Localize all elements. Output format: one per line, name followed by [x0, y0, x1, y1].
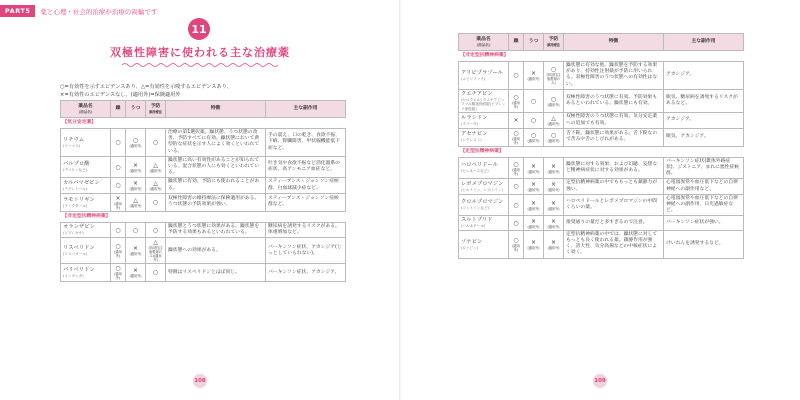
efficacy-note: (適用外)	[129, 168, 142, 173]
efficacy-mark: ○	[513, 201, 519, 209]
efficacy-mark: ○	[513, 129, 519, 137]
table-row	[61, 129, 346, 157]
table-section-row	[459, 146, 744, 157]
drug-cell	[459, 157, 509, 179]
side-effects-cell: 糖尿病を誘発するリスクがある。体重増加など。	[266, 222, 346, 237]
drug-name: レボメプロマジン	[461, 180, 504, 187]
drug-cell	[61, 264, 111, 282]
drug-brand: (エビリファイ)	[461, 76, 486, 81]
col-side-effects: 主な副作用	[266, 101, 346, 118]
drug-cell	[61, 178, 111, 193]
efficacy-note: (適用外)	[129, 143, 142, 148]
efficacy-mark: ×	[550, 181, 557, 189]
mania-cell	[111, 264, 126, 282]
table-section-row	[459, 51, 744, 62]
col-side-effects: 主な副作用	[664, 34, 744, 51]
efficacy-mark: ×	[530, 181, 537, 189]
features-cell: 躁状態への効果がある。	[166, 238, 266, 264]
table-row	[61, 193, 346, 211]
efficacy-mark: ×	[115, 194, 121, 202]
efficacy-note: (適用外)	[512, 100, 520, 109]
drug-table-right	[458, 33, 744, 259]
depression-cell	[126, 222, 146, 237]
drug-name: クエチアピン	[461, 90, 493, 97]
drug-cell	[61, 156, 111, 178]
mania-cell	[509, 157, 524, 179]
efficacy-mark: ○	[530, 97, 537, 105]
side-effects-cell: スティーブンス・ジョンソン症候群、白血球減少症など。	[266, 178, 346, 193]
depression-cell	[524, 179, 544, 194]
drug-table-left	[60, 100, 346, 282]
prevention-cell	[544, 230, 564, 258]
prevention-cell	[146, 156, 166, 178]
efficacy-mark: ○	[132, 136, 139, 144]
drug-name: スルトプリド	[461, 217, 493, 224]
efficacy-mark: ○	[152, 138, 159, 146]
features-cell: 特徴はリスペリドンとほぼ同じ。	[166, 264, 266, 282]
depression-cell	[524, 89, 544, 113]
efficacy-mark: ×	[550, 199, 557, 207]
efficacy-note: (適用外)	[547, 245, 560, 250]
prevention-cell	[544, 62, 564, 90]
col-features: 特徴	[564, 34, 664, 51]
prevention-cell	[146, 129, 166, 157]
table-section-row	[61, 118, 346, 129]
mania-cell	[509, 89, 524, 113]
section-label: 【気分安定薬】	[61, 118, 346, 129]
side-effects-cell: 心電図異常や血圧低下などの自律神経への副作用、日光過敏症など。	[664, 194, 744, 216]
col-mania: 躁	[111, 101, 126, 118]
col-prevention: 予防 維持療法	[146, 101, 166, 118]
efficacy-note: (適用外)	[547, 102, 560, 107]
right-page	[400, 0, 800, 400]
efficacy-note: (適用外)	[129, 203, 142, 208]
efficacy-note: (適用外)	[512, 167, 520, 176]
efficacy-mark: △	[133, 196, 138, 204]
drug-brand: (セロクエル) クエチアピンフマル酸塩徐放錠(ビプレッソ徐放錠)	[461, 97, 506, 111]
section-label: 【非定型抗精神病薬】	[61, 211, 346, 222]
drug-cell	[459, 194, 509, 216]
page-number-left: 108	[193, 374, 207, 388]
depression-cell	[524, 216, 544, 231]
efficacy-mark: ○	[115, 265, 121, 273]
depression-cell	[126, 129, 146, 157]
depression-cell	[524, 157, 544, 179]
efficacy-note: (適用外)	[129, 252, 142, 257]
efficacy-mark: ○	[513, 93, 519, 101]
drug-brand: (テグレトール)	[63, 186, 88, 191]
efficacy-mark: ×	[132, 161, 139, 169]
drug-cell	[61, 193, 111, 211]
features-cell: 躁状態に有効。予防にも使われることがある。	[166, 178, 266, 193]
drug-cell	[459, 179, 509, 194]
drug-brand: (コントミンなど)	[461, 206, 489, 211]
part-tag: PART5	[0, 5, 35, 17]
drug-name: バルプロ酸	[63, 161, 90, 168]
efficacy-mark: ×	[550, 217, 557, 225]
efficacy-note: (持効性注射製剤のみ)(適用外)	[148, 246, 163, 263]
efficacy-mark: △	[551, 115, 556, 123]
features-cell: 定型抗精神病薬の中でももっとも鎮静力が強い。	[564, 179, 664, 194]
drug-brand: (デパケンなど)	[63, 168, 87, 173]
efficacy-mark: ×	[132, 267, 139, 275]
efficacy-mark: ○	[550, 95, 557, 103]
efficacy-mark: ×	[132, 245, 139, 253]
section-title: 双極性障害に使われる主な治療薬	[110, 46, 290, 59]
prevention-cell	[146, 222, 166, 237]
features-cell: 双極性障害のうつ状態に有効。予防効果もあるといわれている。躁状態にも有効。	[564, 89, 664, 113]
drug-brand: (インヴェガ)	[63, 273, 84, 278]
col-depression: うつ	[126, 101, 146, 118]
drug-name: ゾテピン	[461, 238, 483, 245]
side-effects-cell: 眠気、アカシジア。	[664, 128, 744, 146]
mania-cell	[111, 238, 126, 264]
mania-cell	[111, 222, 126, 237]
table-row	[459, 230, 744, 258]
side-effects-cell: 眠気、糖尿病を誘発するリスクがあるなど。	[664, 89, 744, 113]
drug-cell	[459, 113, 509, 128]
efficacy-note: (適用外)	[547, 224, 560, 229]
features-cell: 舌下錠。躁状態に効果がある。舌下錠なので苦みや舌のしびれがある。	[564, 128, 664, 146]
features-cell: 治療の第1選択薬。躁状態、うつ状態の改善、予防すべてに有効。躁状態において典型的な症状を示す人によく効くといわれている。	[166, 129, 266, 157]
side-effects-cell: 手の震え、口の乾き、食欲不振、下痢、腎臓障害、甲状腺機能低下症など。	[266, 129, 346, 157]
efficacy-mark: ○	[115, 182, 121, 190]
features-cell: 定型抗精神病薬の中では、躁状態に対してもっとも良く使われる薬。鎮静作用が強く、誇大性、気分高揚などの中核症状によく効く。	[564, 230, 664, 258]
drug-name: アリピプラゾール	[461, 69, 504, 76]
drug-name: ルラシドン	[461, 114, 488, 121]
col-features: 特徴	[166, 101, 266, 118]
drug-brand: (セレネースなど)	[461, 169, 489, 174]
table-section-row	[61, 211, 346, 222]
col-mania: 躁	[509, 34, 524, 51]
features-cell: 双極性障害の維持療法に保険適用がある。うつ状態の予防効果が強い。	[166, 193, 266, 211]
efficacy-mark: ○	[513, 183, 519, 191]
efficacy-mark: △	[153, 161, 158, 169]
mania-cell	[509, 62, 524, 90]
efficacy-note: (適用外)	[527, 206, 540, 211]
prevention-cell	[544, 89, 564, 113]
efficacy-note: (適用外)	[149, 168, 162, 173]
page-number-right: 109	[593, 374, 607, 388]
features-cell: 躁状態に高い有効性があることが知られている。混合状態の人にも効くといわれている。	[166, 156, 266, 178]
depression-cell	[524, 113, 544, 128]
efficacy-mark: ○	[550, 131, 557, 139]
efficacy-note: (適用外)	[527, 138, 540, 143]
drug-cell	[459, 89, 509, 113]
efficacy-note: (適用外)	[547, 138, 560, 143]
efficacy-mark: ×	[530, 199, 537, 207]
features-cell: 推奨通りの量だと多すぎるので注意。	[564, 216, 664, 231]
squiggle-underline-icon	[122, 62, 278, 68]
drug-brand: (リーマス)	[63, 143, 81, 148]
table-header-row	[61, 101, 346, 118]
efficacy-mark: ×	[530, 238, 537, 246]
col-depression: うつ	[524, 34, 544, 51]
depression-cell	[524, 194, 544, 216]
drug-brand: (ジプレキサ)	[63, 231, 84, 236]
drug-brand: (ラツーダ)	[461, 121, 479, 126]
drug-brand: (ロドピン)	[461, 245, 479, 250]
section-label: 【定型抗精神病薬】	[459, 146, 744, 157]
drug-brand: (シクレスト)	[461, 138, 482, 143]
efficacy-mark: ○	[115, 226, 121, 234]
efficacy-note: (適用外)	[527, 169, 540, 174]
drug-cell	[61, 222, 111, 237]
depression-cell	[126, 156, 146, 178]
efficacy-note: (適用外)	[149, 187, 162, 192]
mania-cell	[509, 230, 524, 258]
efficacy-note: (適用外)	[547, 169, 560, 174]
mania-cell	[509, 179, 524, 194]
efficacy-mark: ○	[530, 117, 537, 125]
efficacy-mark: △	[153, 239, 158, 247]
prevention-cell	[544, 128, 564, 146]
drug-cell	[61, 238, 111, 264]
mania-cell	[111, 129, 126, 157]
legend-line: ×=有効性のエビデンスなし、(適用外)=保険適用外	[60, 92, 181, 98]
table-row	[459, 62, 744, 90]
efficacy-mark: ○	[115, 138, 121, 146]
efficacy-note: (適用外)	[512, 243, 520, 252]
side-effects-cell: 心電図異常や血圧低下などの自律神経への副作用など。	[664, 179, 744, 194]
efficacy-mark: ×	[550, 238, 557, 246]
depression-cell	[126, 178, 146, 193]
depression-cell	[524, 230, 544, 258]
prevention-cell	[146, 178, 166, 193]
legend-line: ○=有効性を示すエビデンスあり、△=有効性を示唆するエビデンスあり、	[60, 84, 233, 90]
table-row	[61, 156, 346, 178]
efficacy-mark: ○	[132, 226, 139, 234]
drug-name: ハロペリドール	[461, 162, 498, 169]
mania-cell	[111, 193, 126, 211]
efficacy-note: (適用外)	[512, 136, 520, 145]
efficacy-mark: ○	[115, 243, 121, 251]
efficacy-mark: ○	[513, 236, 519, 244]
side-effects-cell: パーキンソン症状、アカシジア(じっとしていられない)。	[266, 238, 346, 264]
side-effects-cell: アカシジア。	[664, 62, 744, 90]
efficacy-mark: ○	[115, 163, 121, 171]
table-row	[459, 194, 744, 216]
efficacy-note: (適用外)	[527, 245, 540, 250]
part-title: 薬と心理・社会的治療が治療の両輪です	[40, 7, 158, 16]
side-effects-cell: パーキンソン症状、アカシジア。	[266, 264, 346, 282]
prevention-cell	[544, 157, 564, 179]
efficacy-mark: △	[153, 180, 158, 188]
drug-name: アセナピン	[461, 131, 488, 138]
mania-cell	[111, 156, 126, 178]
side-effects-cell: スティーブンス・ジョンソン症候群など。	[266, 193, 346, 211]
prevention-cell	[146, 264, 166, 282]
prevention-cell	[544, 216, 564, 231]
drug-brand: (ヒルナミン、レボトミン)	[461, 187, 504, 192]
prevention-cell	[146, 238, 166, 264]
features-cell: 躁状態に有効な他、躁状態を予防する効果があり、持効性注射薬が予防に用いられる。双極性障害のうつ状態への有効性はない。	[564, 62, 664, 90]
drug-cell	[459, 62, 509, 90]
drug-brand: (リスパダール)	[63, 251, 88, 256]
section-number-badge: 11	[188, 18, 210, 40]
efficacy-mark: ○	[513, 160, 519, 168]
side-effects-cell: けいれんを誘発するなど。	[664, 230, 744, 258]
drug-cell	[459, 230, 509, 258]
efficacy-note: (適用外)	[547, 122, 560, 127]
running-header	[0, 4, 157, 18]
depression-cell	[126, 193, 146, 211]
drug-name: ラモトリギン	[63, 196, 95, 203]
drug-brand: (バルネチール)	[461, 224, 486, 229]
side-effects-cell: パーキンソン症状(錐体外路症状)、ジストニア、まれに悪性症候群。	[664, 157, 744, 179]
features-cell: 躁状態とうつ状態に効果がある。躁状態を予防する効果もあるといわれている。	[166, 222, 266, 237]
mania-cell	[111, 178, 126, 193]
prevention-cell	[544, 113, 564, 128]
mania-cell	[509, 128, 524, 146]
table-row	[61, 178, 346, 193]
drug-cell	[61, 129, 111, 157]
efficacy-mark: ×	[530, 69, 537, 77]
mania-cell	[509, 113, 524, 128]
depression-cell	[126, 264, 146, 282]
drug-name: オランザピン	[63, 224, 95, 231]
drug-name: クロルプロマジン	[461, 199, 504, 206]
prevention-cell	[146, 193, 166, 211]
table-row	[459, 113, 744, 128]
efficacy-note: (適用外)	[114, 201, 122, 210]
side-effects-cell: アカシジア。	[664, 113, 744, 128]
drug-name: カルバマゼピン	[63, 179, 100, 186]
features-cell: 躁状態に対する効果、および幻聴、妄想など精神病症状に対する効果がある。	[564, 157, 664, 179]
depression-cell	[524, 128, 544, 146]
efficacy-note: (適用外)	[527, 188, 540, 193]
table-row	[61, 222, 346, 237]
table-row	[459, 157, 744, 179]
table-header-row	[459, 34, 744, 51]
efficacy-note: (適用外)	[129, 187, 142, 192]
drug-name: パリペリドン	[63, 266, 95, 273]
efficacy-mark: ×	[513, 117, 519, 125]
efficacy-mark: ×	[132, 180, 139, 188]
col-drug: 薬品名 (商品名)	[459, 34, 509, 51]
efficacy-note: (適用外)	[527, 224, 540, 229]
table-row	[459, 89, 744, 113]
table-row	[61, 238, 346, 264]
table-row	[459, 179, 744, 194]
table-row	[61, 264, 346, 282]
drug-cell	[459, 216, 509, 231]
drug-name: リチウム	[63, 136, 85, 143]
table-row	[459, 216, 744, 231]
efficacy-mark: ×	[530, 162, 537, 170]
efficacy-mark: ○	[513, 71, 519, 79]
efficacy-mark: ○	[152, 269, 159, 277]
efficacy-mark: ○	[513, 219, 519, 227]
prevention-cell	[544, 194, 564, 216]
efficacy-note: (適用外)	[114, 272, 122, 281]
mania-cell	[509, 194, 524, 216]
depression-cell	[524, 62, 544, 90]
efficacy-note: (適用外)	[129, 274, 142, 279]
depression-cell	[126, 238, 146, 264]
drug-brand: (ラミクタール)	[63, 203, 88, 208]
efficacy-mark: ○	[152, 198, 159, 206]
table-row	[459, 128, 744, 146]
efficacy-mark: ×	[530, 217, 537, 225]
col-drug: 薬品名 (商品名)	[61, 101, 111, 118]
features-cell: ハロペリドールとレボメプロマジンの中間くらいの薬。	[564, 194, 664, 216]
efficacy-mark: ○	[530, 131, 537, 139]
drug-name: リスペリドン	[63, 244, 95, 251]
side-effects-cell: 吐き気や食欲不振など消化器系の症状、高アンモニア血症など。	[266, 156, 346, 178]
efficacy-mark: ×	[550, 162, 557, 170]
legend	[60, 83, 232, 99]
section-label: 【非定型抗精神病薬】	[459, 51, 744, 62]
mania-cell	[509, 216, 524, 231]
efficacy-note: (適用外)	[527, 76, 540, 81]
drug-cell	[459, 128, 509, 146]
efficacy-mark: ○	[152, 226, 159, 234]
efficacy-mark: ○	[550, 65, 557, 73]
efficacy-note: (適用外)	[547, 206, 560, 211]
efficacy-note: (持効性注射製剤のみ)	[546, 72, 561, 85]
prevention-cell	[544, 179, 564, 194]
side-effects-cell: パーキンソン症状が強い。	[664, 216, 744, 231]
efficacy-note: (適用外)	[114, 250, 122, 259]
efficacy-note: (適用外)	[547, 188, 560, 193]
col-prevention: 予防 維持療法	[544, 34, 564, 51]
features-cell: 双極性障害のうつ状態に有効。気分安定薬への追加でも有効。	[564, 113, 664, 128]
